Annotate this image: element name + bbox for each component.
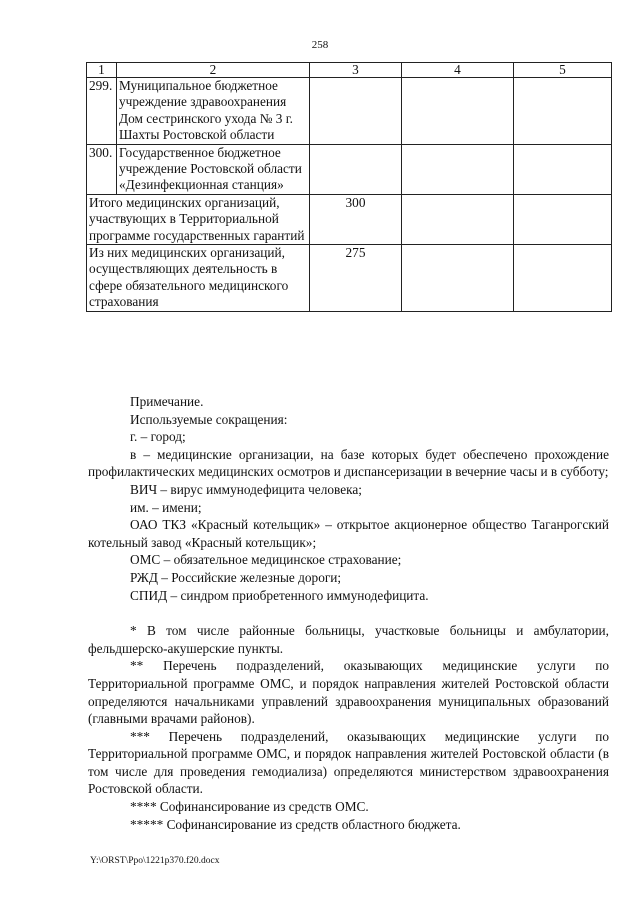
abbreviation-item: ВИЧ – вирус иммунодефицита человека; [130,481,362,497]
footnote: ** Перечень подразделений, оказывающих медицинские услуги по Территориальной программе ОМС, и порядок направления жителей Ростовской области определяются начальниками управлений здравоохранения муниципальных образований (главными врачами районов). [88,658,609,727]
abbreviation-item: РЖД – Российские железные дороги; [130,569,342,585]
total-label: Итого медицинских организаций, участвующих в Территориальной программе государственных гарантий [87,194,310,244]
table-header-row [87,63,612,78]
footnote: * В том числе районные больницы, участковые больницы и амбулатории, фельдшерско-акушерские пункты. [88,623,609,656]
organizations-table [86,62,612,312]
cell-col3 [310,144,402,194]
table-row [87,78,612,145]
notes-section [88,393,609,833]
notes-title: Примечание. [130,394,204,409]
cell-col4 [402,78,514,145]
column-header: 5 [514,63,612,78]
cell-col4 [402,245,514,312]
cell-col3 [310,78,402,145]
column-header: 3 [310,63,402,78]
row-number: 299. [87,78,117,145]
file-path-footer: Y:\ORST\Ppo\1221p370.f20.docx [90,856,220,866]
oms-total-label: Из них медицинских организаций, осуществляющих деятельность в сфере обязательного медицинского страхования [87,245,310,312]
cell-col4 [402,194,514,244]
cell-col5 [514,78,612,145]
column-header: 4 [402,63,514,78]
abbreviation-item: ОАО ТКЗ «Красный котельщик» – открытое акционерное общество Таганрогский котельный завод «Красный котельщик»; [88,517,609,550]
cell-col5 [514,194,612,244]
abbreviation-item: ОМС – обязательное медицинское страхование; [130,552,402,568]
abbreviation-item: им. – имени; [130,499,202,515]
column-header: 1 [87,63,117,78]
cell-col5 [514,144,612,194]
abbreviation-item: в – медицинские организации, на базе которых будет обеспечено прохождение профилактических медицинских осмотров и диспансеризации в вечерние часы и в субботу; [88,446,609,480]
cell-col5 [514,245,612,312]
oms-total-value: 275 [310,245,402,312]
table-row [87,144,612,194]
column-header: 2 [117,63,310,78]
oms-total-row [87,245,612,312]
organization-name: Муниципальное бюджетное учреждение здравоохранения Дом сестринского ухода № 3 г. Шахты Ростовской области [117,78,310,145]
abbreviation-item: СПИД – синдром приобретенного иммунодефицита. [130,587,429,603]
total-row [87,194,612,244]
footnote: *** Перечень подразделений, оказывающих медицинские услуги по Территориальной программе ОМС, и порядок направления жителей Ростовской области (в том числе для проведения гемодиализа) определяются министерством здравоохранения Ростовской области. [88,728,609,797]
footnote: ***** Софинансирование из средств областного бюджета. [130,816,461,832]
row-number: 300. [87,144,117,194]
total-value: 300 [310,194,402,244]
footnote: **** Софинансирование из средств ОМС. [130,799,369,815]
organization-name: Государственное бюджетное учреждение Ростовской области «Дезинфекционная станция» [117,144,310,194]
abbreviation-item: г. – город; [130,429,186,445]
page-number: 258 [311,39,329,51]
cell-col4 [402,144,514,194]
abbreviations-heading: Используемые сокращения: [130,411,288,427]
